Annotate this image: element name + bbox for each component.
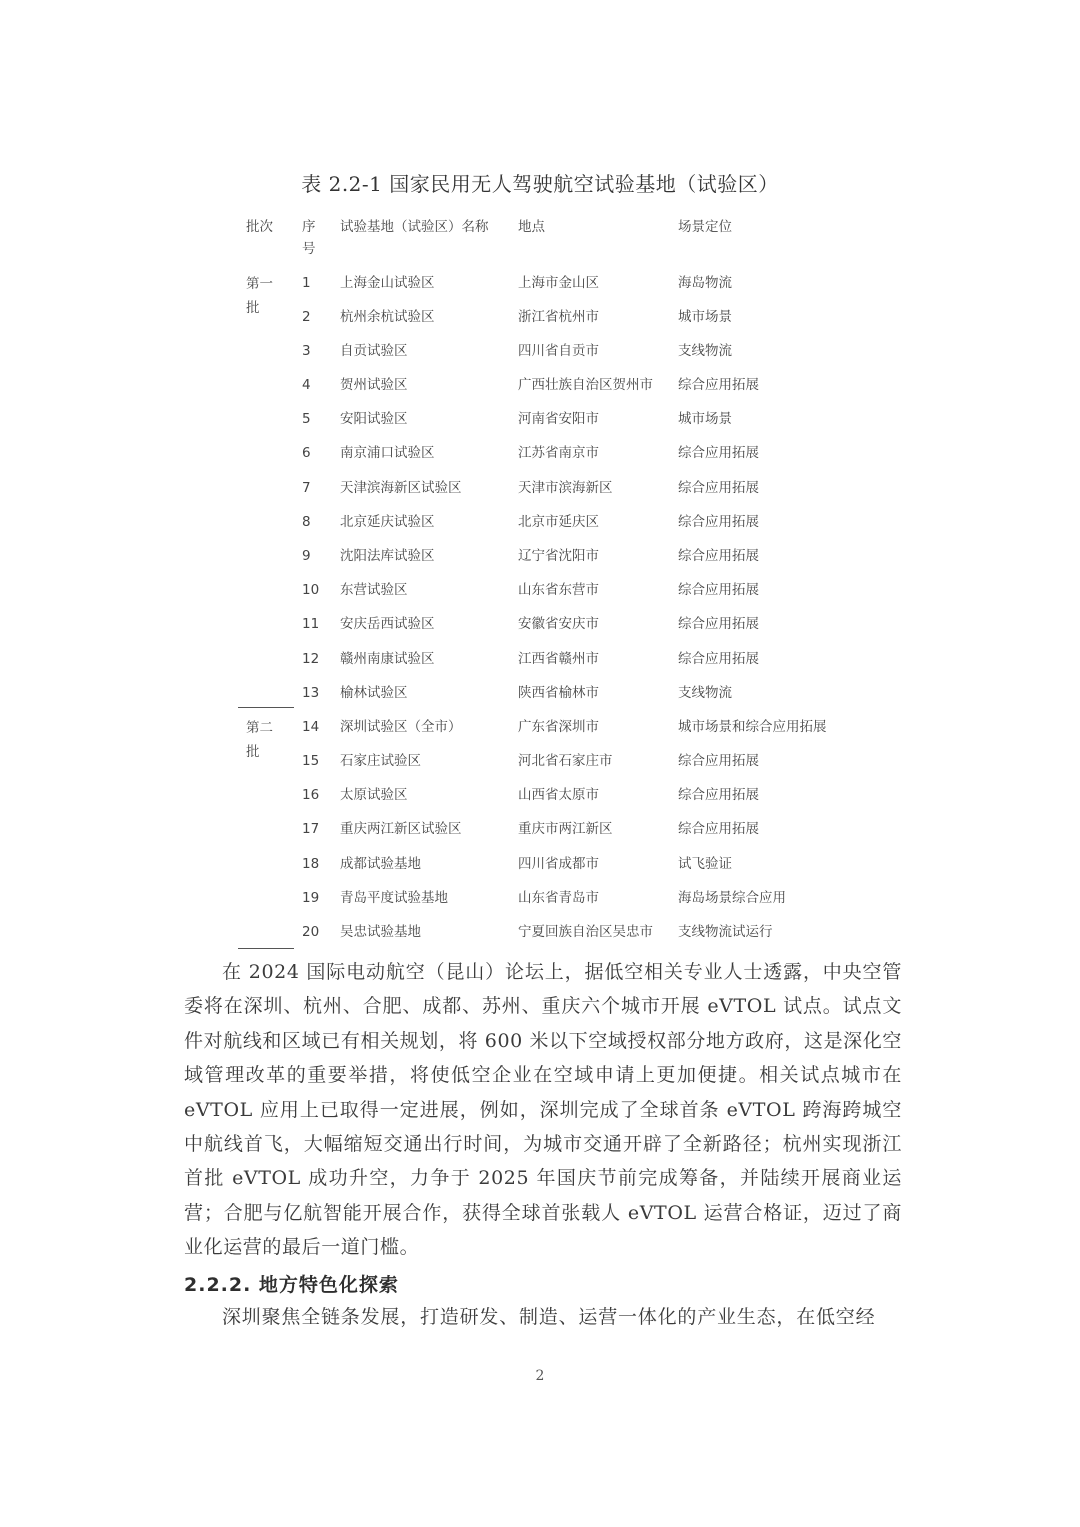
row-scene: 支线物流 [678,343,732,359]
row-name: 贺州试验区 [340,377,408,393]
row-name: 重庆两江新区试验区 [340,821,462,837]
batch-label-second: 第二批 [246,720,273,760]
row-location: 山东省东营市 [518,582,599,598]
table-row [238,511,858,545]
row-name: 杭州余杭试验区 [340,309,435,325]
row-scene: 综合应用拓展 [678,616,759,632]
row-name: 天津滨海新区试验区 [340,480,462,496]
row-scene: 综合应用拓展 [678,821,759,837]
row-name: 北京延庆试验区 [340,514,435,530]
table-header [238,212,858,262]
row-name: 深圳试验区（全市） [340,719,462,735]
row-location: 北京市延庆区 [518,514,599,530]
row-scene: 城市场景和综合应用拓展 [678,719,827,735]
row-name: 成都试验基地 [340,856,421,872]
row-scene: 综合应用拓展 [678,480,759,496]
row-scene: 综合应用拓展 [678,548,759,564]
row-location: 宁夏回族自治区吴忠市 [518,924,653,940]
row-location: 四川省成都市 [518,856,599,872]
table-row [238,477,858,511]
header-batch: 批次 [246,219,273,235]
row-location: 河北省石家庄市 [518,753,613,769]
row-no: 18 [302,856,320,872]
row-scene: 试飞验证 [678,856,732,872]
row-location: 浙江省杭州市 [518,309,599,325]
row-scene: 海岛物流 [678,275,732,291]
row-no: 1 [302,275,311,291]
row-no: 6 [302,445,311,461]
row-name: 沈阳法库试验区 [340,548,435,564]
row-scene: 支线物流试运行 [678,924,773,940]
row-location: 河南省安阳市 [518,411,599,427]
row-location: 广西壮族自治区贺州市 [518,377,653,393]
row-scene: 综合应用拓展 [678,651,759,667]
row-no: 7 [302,480,311,496]
table-row [238,750,858,784]
row-scene: 支线物流 [678,685,732,701]
row-name: 上海金山试验区 [340,275,435,291]
row-no: 8 [302,514,311,530]
table-row [238,374,858,408]
table-row [238,306,858,340]
row-scene: 综合应用拓展 [678,445,759,461]
table-row [238,340,858,374]
table-row [238,921,858,955]
section-heading: 2.2.2. 地方特色化探索 [184,1274,399,1296]
header-name: 试验基地（试验区）名称 [340,219,489,235]
row-scene: 海岛场景综合应用 [678,890,786,906]
row-no: 5 [302,411,311,427]
row-scene: 城市场景 [678,411,732,427]
row-no: 3 [302,343,311,359]
row-location: 陕西省榆林市 [518,685,599,701]
table-row [238,853,858,887]
row-scene: 综合应用拓展 [678,753,759,769]
table-row [238,442,858,476]
row-no: 13 [302,685,320,701]
row-no: 16 [302,787,320,803]
row-scene: 综合应用拓展 [678,514,759,530]
row-no: 9 [302,548,311,564]
row-scene: 综合应用拓展 [678,377,759,393]
row-no: 2 [302,309,311,325]
table-row [238,818,858,852]
row-name: 石家庄试验区 [340,753,421,769]
row-name: 安阳试验区 [340,411,408,427]
row-name: 自贡试验区 [340,343,408,359]
table-row [238,579,858,613]
table-row [238,272,858,306]
table-row [238,887,858,921]
row-location: 安徽省安庆市 [518,616,599,632]
row-location: 山东省青岛市 [518,890,599,906]
table-row [238,545,858,579]
row-name: 太原试验区 [340,787,408,803]
row-location: 山西省太原市 [518,787,599,803]
row-location: 重庆市两江新区 [518,821,613,837]
row-name: 南京浦口试验区 [340,445,435,461]
table-row [238,648,858,682]
row-scene: 城市场景 [678,309,732,325]
batch-label-first: 第一批 [246,276,273,316]
table-caption: 表 2.2-1 国家民用无人驾驶航空试验基地（试验区） [301,172,779,196]
row-name: 赣州南康试验区 [340,651,435,667]
row-no: 20 [302,924,320,940]
row-location: 江苏省南京市 [518,445,599,461]
header-no: 序号 [302,219,316,257]
row-scene: 综合应用拓展 [678,582,759,598]
row-no: 10 [302,582,320,598]
row-location: 江西省赣州市 [518,651,599,667]
row-location: 天津市滨海新区 [518,480,613,496]
body-paragraph-shenzhen: 深圳聚焦全链条发展，打造研发、制造、运营一体化的产业生态，在低空经 [222,1306,876,1328]
row-no: 4 [302,377,311,393]
row-no: 17 [302,821,320,837]
row-name: 吴忠试验基地 [340,924,421,940]
row-scene: 综合应用拓展 [678,787,759,803]
row-location: 辽宁省沈阳市 [518,548,599,564]
row-name: 东营试验区 [340,582,408,598]
table-row [238,613,858,647]
row-no: 14 [302,719,320,735]
row-no: 19 [302,890,320,906]
row-location: 四川省自贡市 [518,343,599,359]
table-row [238,408,858,442]
row-name: 榆林试验区 [340,685,408,701]
header-scene: 场景定位 [678,219,732,235]
row-no: 15 [302,753,320,769]
page-number: 2 [535,1368,545,1384]
row-name: 安庆岳西试验区 [340,616,435,632]
row-no: 11 [302,616,320,632]
body-paragraph-evtol-pilot: 在 2024 国际电动航空（昆山）论坛上，据低空相关专业人士透露，中央空管委将在深圳、杭州、合肥、成都、苏州、重庆六个城市开展 eVTOL 试点。试点文件对航线和区域已有相关规划，将 600 米以下空域授权部分地方政府，这是深化空域管理改革的重要举措，将使低空企业在空域申请上更加便捷。相关试点城市在 eVTOL 应用上已取得一定进展，例如，深圳完成了全球首条 eVTOL 跨海跨城空中航线首飞，大幅缩短交通出行时间，为城市交通开辟了全新路径；杭州实现浙江首批 eVTOL 成功升空，力争于 2025 年国庆节前完成筹备，并陆续开展商业运营；合肥与亿航智能开展合作，获得全球首张载人 eVTOL 运营合格证，迈过了商业化运营的最后一道门槛。 [184,961,902,1259]
table-row [238,682,858,716]
row-no: 12 [302,651,320,667]
header-location: 地点 [518,219,545,235]
table-row [238,784,858,818]
table-row [238,716,858,750]
row-name: 青岛平度试验基地 [340,890,448,906]
row-location: 广东省深圳市 [518,719,599,735]
row-location: 上海市金山区 [518,275,599,291]
